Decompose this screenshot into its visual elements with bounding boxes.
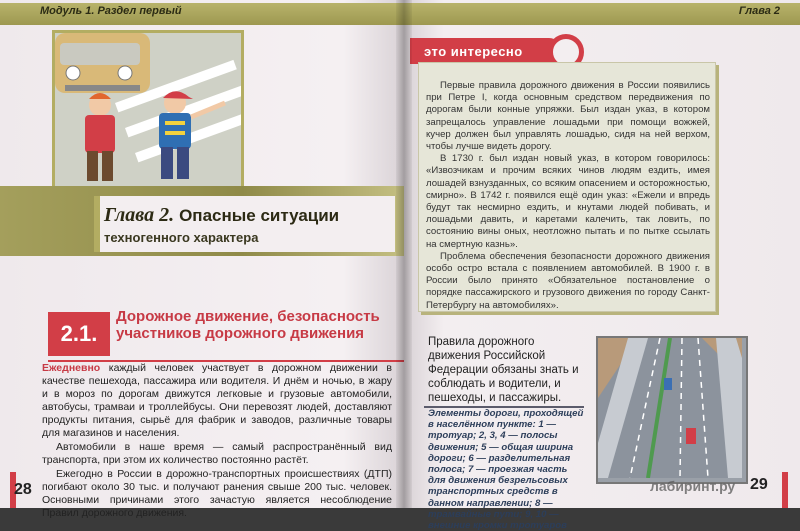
interest-paragraph-2: В 1730 г. был издан новый указ, в котором говорилось: «Извозчикам и прочим всяких чинов людям ездить, имея лошадей взнузданных, со всяким опасением и осторожностью, смирно». В 1742 г. появился ещё один указ: «Ежели и впредь будут так несмирно ездить, и кнутами людей побивать, и лошадьми давить, и каретами калечить, так ловить, по состоянию вины оных, неотложно пытать и по пытке ссылать на смертную казнь». bbox=[426, 153, 710, 250]
right-corner-marker bbox=[782, 472, 788, 508]
body-paragraph bbox=[42, 362, 392, 440]
chapter-title-rest: Опасные ситуации bbox=[179, 206, 340, 225]
interest-body bbox=[426, 80, 710, 312]
right-page-number: 29 bbox=[750, 476, 768, 493]
interest-label: это интересно bbox=[424, 44, 523, 59]
section-title: Дорожное движение, безопасность участников дорожного движения bbox=[116, 308, 380, 342]
rules-text: Правила дорожного движения Российской Федерации обязаны знать и соблюдать и водители, и пешеходы, и пассажиры. bbox=[428, 336, 579, 404]
chapter-subtitle: техногенного характера bbox=[104, 230, 259, 245]
road-caption: Элементы дороги, проходящей в населённом пункте: 1 — тротуар; 2, 3, 4 — полосы движения; 5 — общая ширина дороги; 6 — разделительная полоса; 7 — проезжая часть для движения безрельсовых транспортных средств в данном направлении; 8 — трамвайные пути; 9, 10 — внешние кромки тротуаров bbox=[428, 408, 584, 531]
paragraph-3: Ежегодно в России в дорожно-транспортных происшествиях (ДТП) погибают около 30 тыс. и получают ранения свыше 200 тыс. человек. Основными причинами этого зачастую является несоблюдение Правил дорожного движения. bbox=[42, 468, 392, 519]
paragraph-2: Автомобили в наше время — самый распространённый вид транспорта, при этом их количество постоянно растёт. bbox=[42, 441, 392, 466]
chapter-header: Глава 2 bbox=[738, 5, 780, 17]
lead-word: Ежедневно bbox=[42, 362, 101, 374]
chapter-title bbox=[104, 204, 339, 227]
left-page-number: 28 bbox=[14, 481, 32, 498]
crossing-illustration bbox=[52, 30, 244, 194]
paragraph-1-text: каждый человек участвует в дорожном движении в качестве пешехода, пассажира или водителя. И днём и ночью, в жару и в мороз по дорогам движутся легковые и грузовые автомобили, автобусы, трамваи и троллейбусы. Они перевозят людей, доставляют продукты питания, сырьё для фабрик и заводов, различные товары для магазинов и населения. bbox=[42, 362, 392, 439]
road-diagram bbox=[596, 336, 748, 484]
left-body-text bbox=[42, 362, 392, 521]
interest-paragraph-3: Проблема обеспечения безопасности дорожного движения особо остро встала с появлением автомобилей. В 1900 г. в России было принято «Обязательное постановление о порядке пассажирского и грузового движения по городу Санкт-Петербургу на автомобилях». bbox=[426, 250, 710, 311]
book-gutter bbox=[396, 0, 412, 508]
module-header: Модуль 1. Раздел первый bbox=[40, 5, 182, 17]
section-number: 2.1. bbox=[48, 312, 110, 356]
watermark: лабиринт.ру bbox=[650, 478, 736, 494]
chapter-label: Глава 2. bbox=[104, 204, 175, 226]
interest-paragraph-1: Первые правила дорожного движения в России появились при Петре I, когда основным средством передвижения по дорогам были конные упряжки. Был издан указ, в котором запрещалось управление лошадьми при помощи вожжей, кучер должен был управлять лошадью, сидя на ней верхом, чтобы лучше видеть дорогу. bbox=[426, 80, 710, 153]
